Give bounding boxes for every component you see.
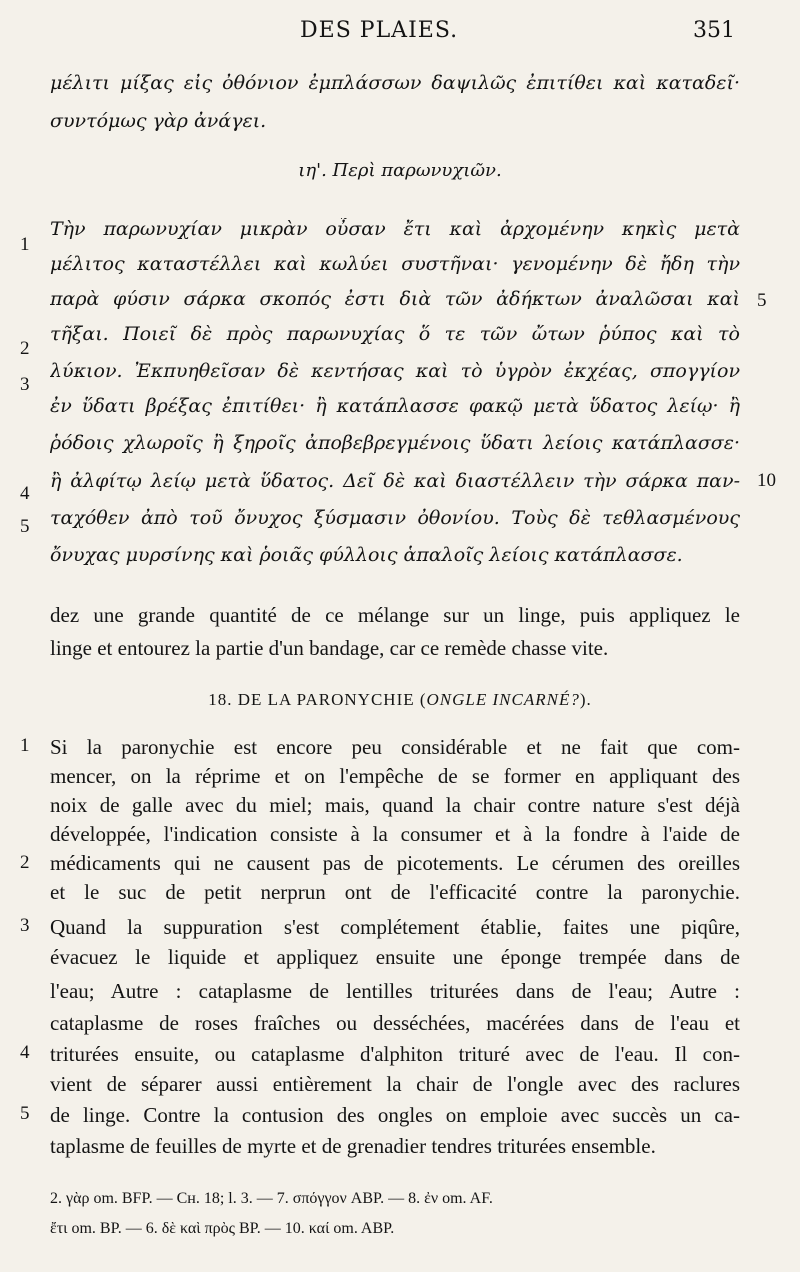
french-line: triturées ensuite, ou cataplasme d'alphiton trituré avec de l'eau. Il con- [50, 1042, 740, 1066]
greek-chapter-title: ιη'. Περὶ παρωνυχιῶν. [298, 160, 502, 181]
greek-line: μέλιτος καταστέλλει καὶ κωλύει συστῆναι· γενομένην δὲ ἤδη τὴν [50, 253, 740, 275]
french-line: vient de séparer aussi entièrement la chair de l'ongle avec des raclures [50, 1072, 740, 1096]
french-line: linge et entourez la partie d'un bandage, car ce remède chasse vite. [50, 636, 609, 660]
french-line: taplasme de feuilles de myrte et de grenadier tendres triturées ensemble. [50, 1134, 656, 1158]
french-margin-number: 4 [20, 1042, 30, 1063]
french-line: dez une grande quantité de ce mélange sur un linge, puis appliquez le [50, 603, 740, 627]
greek-margin-number: 2 [20, 338, 30, 359]
french-line: mencer, on la réprime et on l'empêche de se former en appliquant des [50, 764, 740, 788]
french-line: évacuez le liquide et appliquez ensuite une éponge trempée dans de [50, 945, 740, 969]
footnote-line: ἔτι om. BP. — 6. δὲ καὶ πρὸς BP. — 10. καί om. ABP. [50, 1220, 395, 1237]
greek-margin-number: 1 [20, 234, 30, 255]
greek-line: Τὴν παρωνυχίαν μικρὰν οὖσαν ἔτι καὶ ἀρχομένην κηκὶς μετὰ [50, 218, 740, 240]
french-margin-number: 1 [20, 735, 30, 756]
running-title: DES PLAIES. [300, 18, 459, 43]
greek-line: λύκιον. Ἐκπυηθεῖσαν δὲ κεντήσας καὶ τὸ ὑγρὸν ἐκχέας, σπογγίον [50, 360, 740, 382]
chapter-subtitle: ONGLE INCARNÉ? [426, 690, 580, 709]
french-line: cataplasme de roses fraîches ou desséchées, macérées dans de l'eau et [50, 1011, 740, 1035]
chapter-number: 18. [208, 690, 233, 709]
french-chapter-title [0, 690, 800, 710]
greek-line: ἢ ἀλφίτῳ λείῳ μετὰ ὕδατος. Δεῖ δὲ καὶ διαστέλλειν τὴν σάρκα παν- [50, 470, 740, 492]
french-line: Si la paronychie est encore peu considérable et ne fait que com- [50, 735, 740, 759]
greek-line-count: 5 [757, 290, 767, 311]
greek-line: ῥόδοις χλωροῖς ἢ ξηροῖς ἀποβεβρεγμένοις ὕδατι λείοις κατάπλασσε· [50, 432, 740, 454]
french-margin-number: 2 [20, 852, 30, 873]
french-line: et le suc de petit nerprun ont de l'efficacité contre la paronychie. [50, 880, 740, 904]
french-margin-number: 5 [20, 1103, 30, 1124]
greek-line: ἐν ὕδατι βρέξας ἐπιτίθει· ἢ κατάπλασσε φακῷ μετὰ ὕδατος λείῳ· ἢ [50, 395, 740, 417]
page-number: 351 [693, 18, 735, 43]
greek-line: τῆξαι. Ποιεῖ δὲ πρὸς παρωνυχίας ὅ τε τῶν ὤτων ῥύπος καὶ τὸ [50, 323, 740, 345]
french-line: Quand la suppuration s'est complétement établie, faites une piqûre, [50, 915, 740, 939]
greek-margin-number: 3 [20, 374, 30, 395]
french-line: médicaments qui ne causent pas de picotements. Le cérumen des oreilles [50, 851, 740, 875]
greek-margin-number: 4 [20, 483, 30, 504]
greek-line-count: 10 [757, 470, 776, 491]
greek-line: συντόμως γὰρ ἀνάγει. [50, 110, 267, 132]
greek-margin-number: 5 [20, 516, 30, 537]
chapter-heading-end: ). [579, 690, 592, 709]
footnote-line: 2. γὰρ om. BFP. — Cʜ. 18; l. 3. — 7. σπόγγον ABP. — 8. ἐν om. AF. [50, 1190, 493, 1207]
page-header [0, 18, 800, 52]
greek-line: μέλιτι μίξας εἰς ὀθόνιον ἐμπλάσσων δαψιλῶς ἐπιτίθει καὶ καταδεῖ· [50, 72, 740, 94]
greek-line: ὄνυχας μυρσίνης καὶ ῥοιᾶς φύλλοις ἁπαλοῖς λείοις κατάπλασσε. [50, 544, 683, 566]
french-line: développée, l'indication consiste à la consumer et à la fondre à l'aide de [50, 822, 740, 846]
chapter-heading: DE LA PARONYCHIE ( [237, 690, 427, 709]
french-line: de linge. Contre la contusion des ongles on emploie avec succès un ca- [50, 1103, 740, 1127]
french-line: noix de galle avec du miel; mais, quand la chair contre nature s'est déjà [50, 793, 740, 817]
greek-line: ταχόθεν ἀπὸ τοῦ ὄνυχος ξύσμασιν ὀθονίου. Τοὺς δὲ τεθλασμένους [50, 507, 740, 529]
greek-line: παρὰ φύσιν σάρκα σκοπός ἐστι διὰ τῶν ἀδήκτων ἀναλῶσαι καὶ [50, 288, 740, 310]
french-margin-number: 3 [20, 915, 30, 936]
french-line: l'eau; Autre : cataplasme de lentilles triturées dans de l'eau; Autre : [50, 979, 740, 1003]
